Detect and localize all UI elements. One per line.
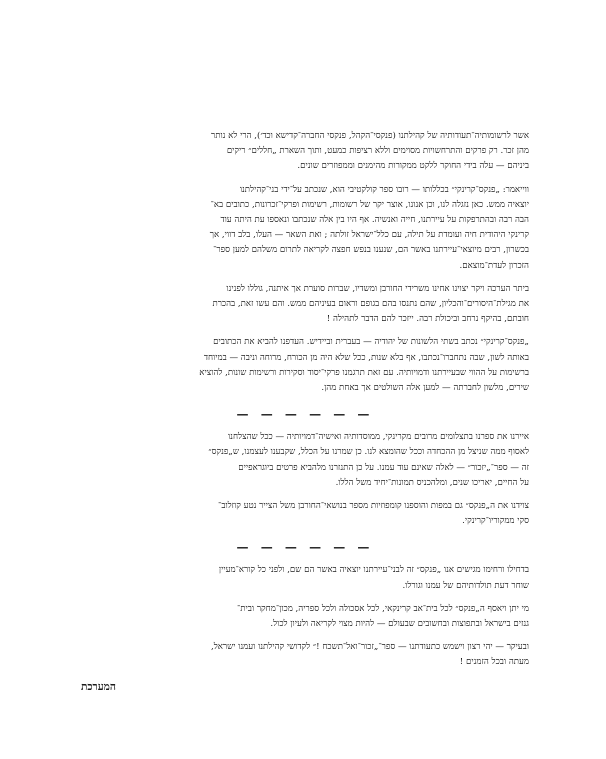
paragraph-languages: „פנקס־קרינקי״ נכתב בשתי הלשונות של יהודיה — בעברית וביידיש. העדפנו להביא את הכתובים באותה לשון, שבה נתחברו־נכתבו, אף בלא שנות, ככל שלא היה מן הכורח, מרוחה וניבה — במיוחד ברשימות על ההווי שבעיירתנו ודמויותיה. עם זאת תרגמנו פרקי־יסוד וסקירות ורשימות שונות, להוציא שירים, מלשון לחברתה — למען אלה השולטים אך באחת מהן. [199, 337, 529, 394]
paragraph-records: אשר לרשומותיה־תעודותיה של קהילתנו (פנקסי־הקהל, פנקסי החברה־קדישא וכד׳), הרי לא נותר מהן זכר. רק פרקים והתרחשויות מסוימים וללא רציפות כמעט, ותוך השארת „חללים״ ריקים ביניהם — עלה בידי החוקר ללקט ממקורות מהימנים וממפוזרים שונים. [210, 131, 529, 172]
paragraph-remembrance: ובעיקר — יהי רצון וישמש כתעודתנו — ספר־„זכור־ואל־תשכח !״ לקדושי קהילתנו ועמנו ישראל, מעתה ובכל הזמנים ! [210, 642, 529, 668]
spacer [81, 632, 529, 640]
paragraph-dedication: בדחילו ורחימו מגישים אנו „פנקס״ זה לבני־עיירתנו יוצאיה באשר הם שם, ולפני כל קורא־מעיין שוחר דעת תולדותיהם של עמנו וגורלו. [218, 565, 529, 591]
spacer [81, 327, 529, 335]
paragraph-survivors: ביתר הערכה ויקר יצוינו אחינו משרידי החורבן ומשדיו, שברות סוערת אך איתנה, גוללו לפנינו את מגילת־היסורים־והכליון, שהם נתנסו בהם בגופם וראום בעיניהם ממש. והם עשו זאת, בהכרת חובתם, בהיקף נרחב וביכולת רבה. ייזכר להם הדבר לתהילה ! [212, 283, 529, 325]
paragraph-maps: צוידנו את ה„פנקס״ גם במפות והוספנו קומפוזיות מספר בנושאי־החורבן משל הצייר נטע קוזלוב־ סקי ממקוריו־קרינקי. [218, 501, 529, 527]
paragraph-collective-book: ווייאמר: „פנקס־קרינקי״ בכללותו — רובו ספר קולקטיבי הוא, שנכתב על־ידי בני־קהילתנו יוצאיה ממש. כאן נזגלה לנו, וכן אנונו, אוצר יקר של רשומות, רשימות ופרקי־זכרונות, כתובים בא־ הבה רבה ובהתרפקות על עיירתנו, חייה ואנשיה. אף היו בין אלה שנכתבו ונאספו עת היתה עוד קרינקי היהודית חיה ועומדת על תילה, עם כלל־ישראל זולתה ; ואת השאר — העלו, בלב דווי, אך בכשרון, רבים מיוצאי־עיירתנו באשר הם, שנענו בנפש חפצה לקריאה לתרום משלהם למען ספר־ הזכרון לעדת־מוצאם. [209, 184, 529, 271]
signature-editorial-board: המערכת [81, 680, 116, 693]
section-separator: — — — — — — [236, 540, 374, 555]
spacer [81, 594, 529, 602]
spacer [81, 491, 529, 499]
spacer [81, 274, 529, 282]
spacer [81, 175, 529, 183]
paragraph-photographs: איירנו את ספרנו בתצלומים מרובים מקרינקי, ממוסדותיה ואישיה־דמויותיה — ככל שהצלחנו לאסוף ממה שניצל מן ההכחדה וככל שהומצא לנו. כן שמרנו על הכלל, שקבענו לעצמנו, ש„פנקס״ זה — ספר־„יזכור״ — לאלה שאינם עוד עמנו. על כן התנזרנו מלהביא פרטים ביוגראפיים על החיים, יאריכו שנים, ומלהכניס תמונות־יחיד משל הללו. [208, 432, 529, 488]
document-page [81, 129, 529, 693]
section-separator: — — — — — — [236, 407, 374, 422]
paragraph-distribution: מי יתן ויאסף ה„פנקס״ לכל בית־אב קרינקאי, לכל אסכולה ולכל ספריה, מכון־מחקר ובית־ גנזים בישראל ובתפוצות ובחשובים שבעולם — להיות מצוי לקריאה ולעיון לכול. [236, 603, 529, 630]
